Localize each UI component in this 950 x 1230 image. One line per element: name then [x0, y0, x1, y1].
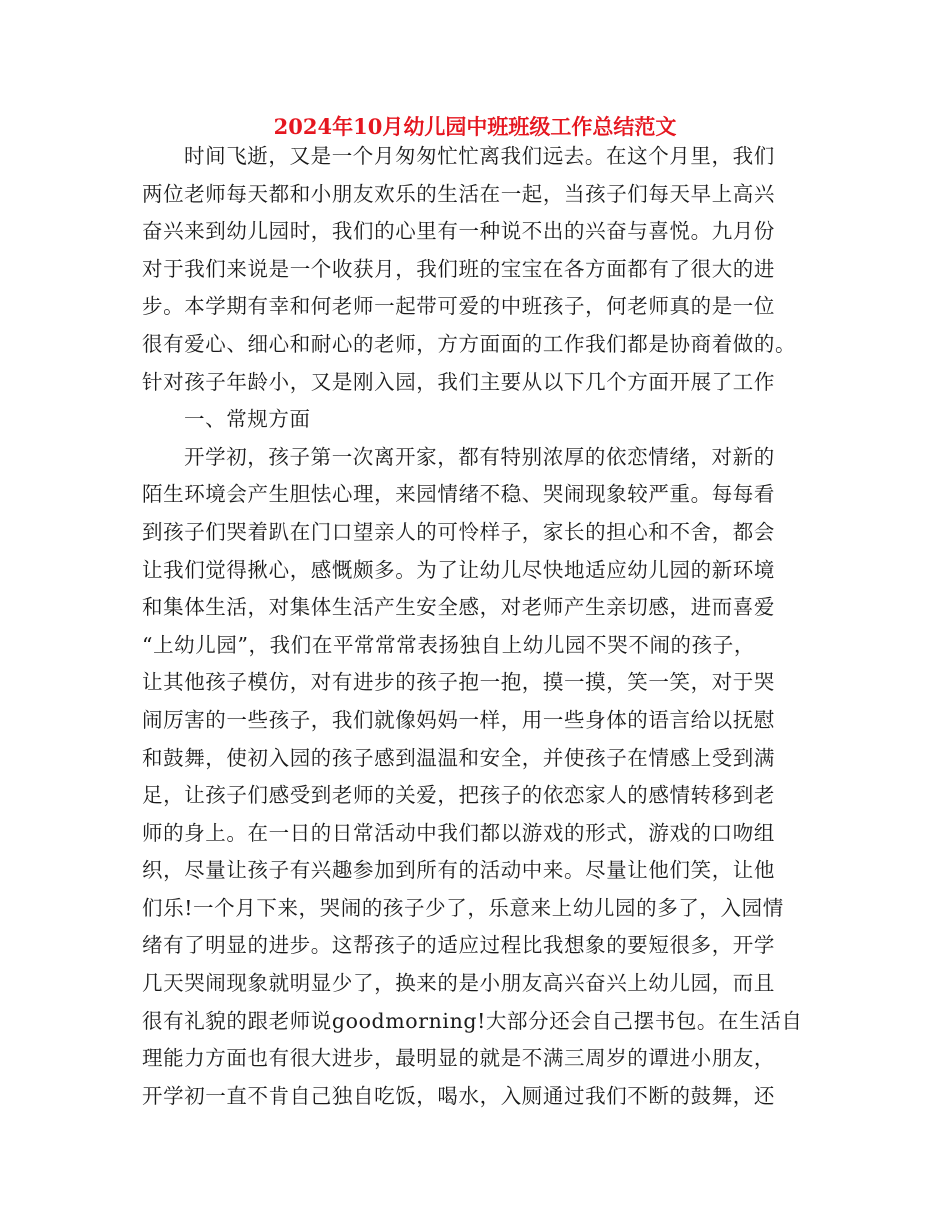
body-line: 绪有了明显的进步。这帮孩子的适应过程比我想象的要短很多，开学 — [142, 933, 775, 958]
body-line: 两位老师每天都和小朋友欢乐的生活在一起，当孩子们每天早上高兴 — [142, 181, 775, 206]
body-line: 织，尽量让孩子有兴趣参加到所有的活动中来。尽量让他们笑，让他 — [142, 858, 775, 883]
body-line: 很有礼貌的跟老师说goodmorning!大部分还会自己摆书包。在生活自 — [142, 1008, 803, 1033]
document-body — [142, 138, 812, 1115]
document-title: 2024年10月幼儿园中班班级工作总结范文 — [273, 114, 677, 139]
body-line: 们乐!一个月下来，哭闹的孩子少了，乐意来上幼儿园的多了，入园情 — [142, 895, 784, 920]
body-line: 让其他孩子模仿，对有进步的孩子抱一抱，摸一摸，笑一笑，对于哭 — [142, 670, 775, 695]
body-line: 理能力方面也有很大进步，最明显的就是不满三周岁的谭进小朋友， — [142, 1046, 775, 1071]
body-line: 和集体生活，对集体生活产生安全感，对老师产生亲切感，进而喜爱 — [142, 595, 775, 620]
body-line: 开学初，孩子第一次离开家，都有特别浓厚的依恋情绪，对新的 — [184, 444, 775, 469]
body-line: 师的身上。在一日的日常活动中我们都以游戏的形式，游戏的口吻组 — [142, 820, 775, 845]
body-line: 闹厉害的一些孩子，我们就像妈妈一样，用一些身体的语言给以抚慰 — [142, 707, 775, 732]
body-line: 让我们觉得揪心，感慨颇多。为了让幼儿尽快地适应幼儿园的新环境 — [142, 557, 775, 582]
body-line: 步。本学期有幸和何老师一起带可爱的中班孩子，何老师真的是一位 — [142, 294, 775, 319]
body-line: 开学初一直不肯自己独自吃饭，喝水，入厕通过我们不断的鼓舞，还 — [142, 1083, 775, 1108]
body-line: 陌生环境会产生胆怯心理，来园情绪不稳、哭闹现象较严重。每每看 — [142, 482, 775, 507]
body-line: 足，让孩子们感受到老师的关爱，把孩子的依恋家人的感情转移到老 — [142, 783, 775, 808]
body-line: “上幼儿园”，我们在平常常常表扬独自上幼儿园不哭不闹的孩子， — [142, 632, 755, 657]
body-line: 很有爱心、细心和耐心的老师，方方面面的工作我们都是协商着做的。 — [142, 331, 797, 356]
body-line: 针对孩子年龄小，又是刚入园，我们主要从以下几个方面开展了工作 — [142, 369, 775, 394]
body-line: 到孩子们哭着趴在门口望亲人的可怜样子，家长的担心和不舍，都会 — [142, 519, 775, 544]
body-line: 和鼓舞，使初入园的孩子感到温温和安全，并使孩子在情感上受到满 — [142, 745, 775, 770]
body-line: 对于我们来说是一个收获月，我们班的宝宝在各方面都有了很大的进 — [142, 256, 775, 281]
body-line: 时间飞逝，又是一个月匆匆忙忙离我们远去。在这个月里，我们 — [184, 144, 775, 168]
body-line: 一、常规方面 — [184, 407, 311, 432]
body-line: 奋兴来到幼儿园时，我们的心里有一种说不出的兴奋与喜悦。九月份 — [142, 219, 775, 244]
body-line: 几天哭闹现象就明显少了，换来的是小朋友高兴奋兴上幼儿园，而且 — [142, 971, 775, 996]
